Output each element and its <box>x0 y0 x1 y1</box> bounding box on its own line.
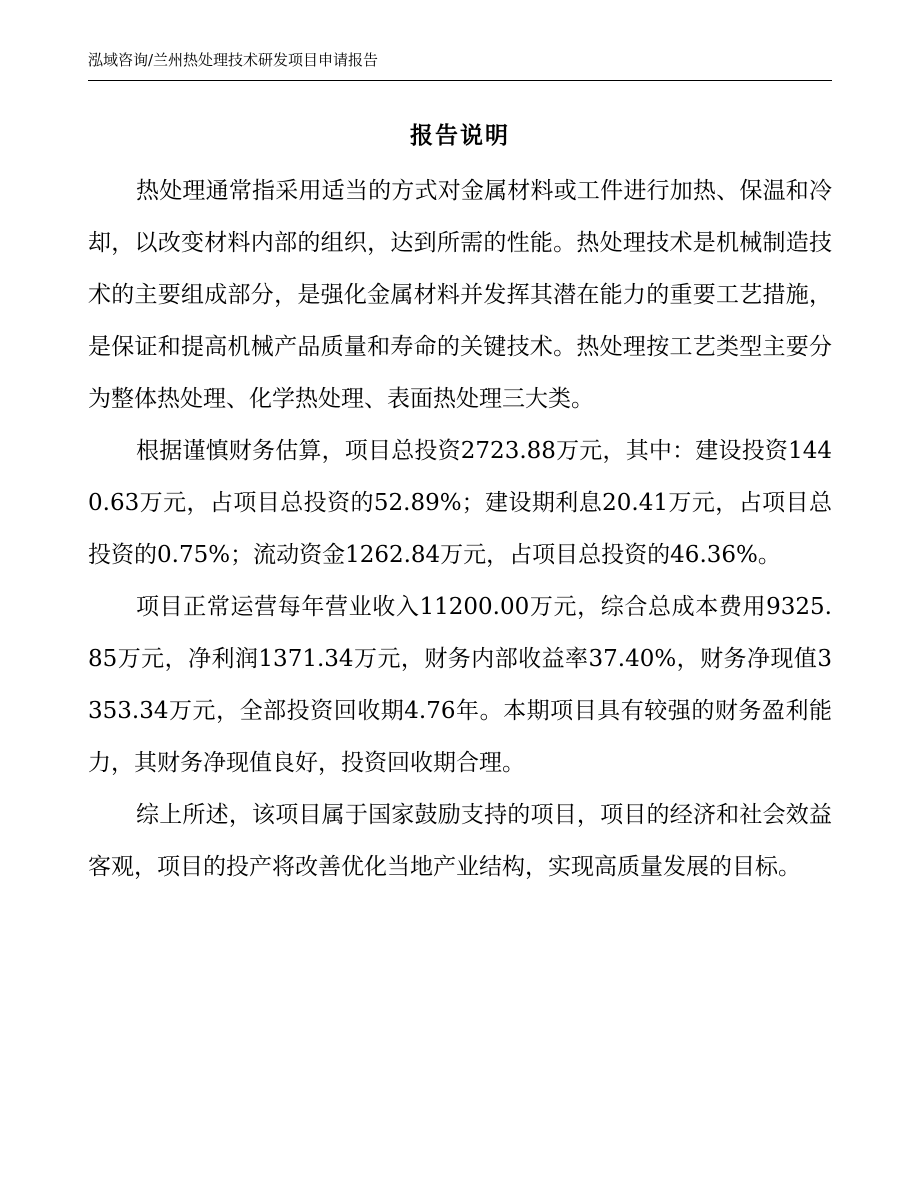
paragraph-conclusion: 综上所述，该项目属于国家鼓励支持的项目，项目的经济和社会效益客观，项目的投产将改善优化当地产业结构，实现高质量发展的目标。 <box>88 802 832 880</box>
header-divider <box>88 80 832 81</box>
running-header: 泓域咨询/兰州热处理技术研发项目申请报告 <box>88 51 379 69</box>
page-title: 报告说明 <box>410 122 510 149</box>
paragraph-operating-revenue: 项目正常运营每年营业收入11200.00万元，综合总成本费用9325.85万元，净利润1371.34万元，财务内部收益率37.40%，财务净现值3353.34万元，全部投资回收期4.76年。本期项目具有较强的财务盈利能力，其财务净现值良好，投资回收期合理。 <box>88 594 832 776</box>
paragraph-heat-treatment-intro: 热处理通常指采用适当的方式对金属材料或工件进行加热、保温和冷却，以改变材料内部的组织，达到所需的性能。热处理技术是机械制造技术的主要组成部分，是强化金属材料并发挥其潜在能力的重要工艺措施，是保证和提高机械产品质量和寿命的关键技术。热处理按工艺类型主要分为整体热处理、化学热处理、表面热处理三大类。 <box>88 178 832 412</box>
document-body <box>88 165 832 893</box>
paragraph-investment-estimate: 根据谨慎财务估算，项目总投资2723.88万元，其中：建设投资1440.63万元，占项目总投资的52.89%；建设期利息20.41万元，占项目总投资的0.75%；流动资金1262.84万元，占项目总投资的46.36%。 <box>88 438 832 568</box>
